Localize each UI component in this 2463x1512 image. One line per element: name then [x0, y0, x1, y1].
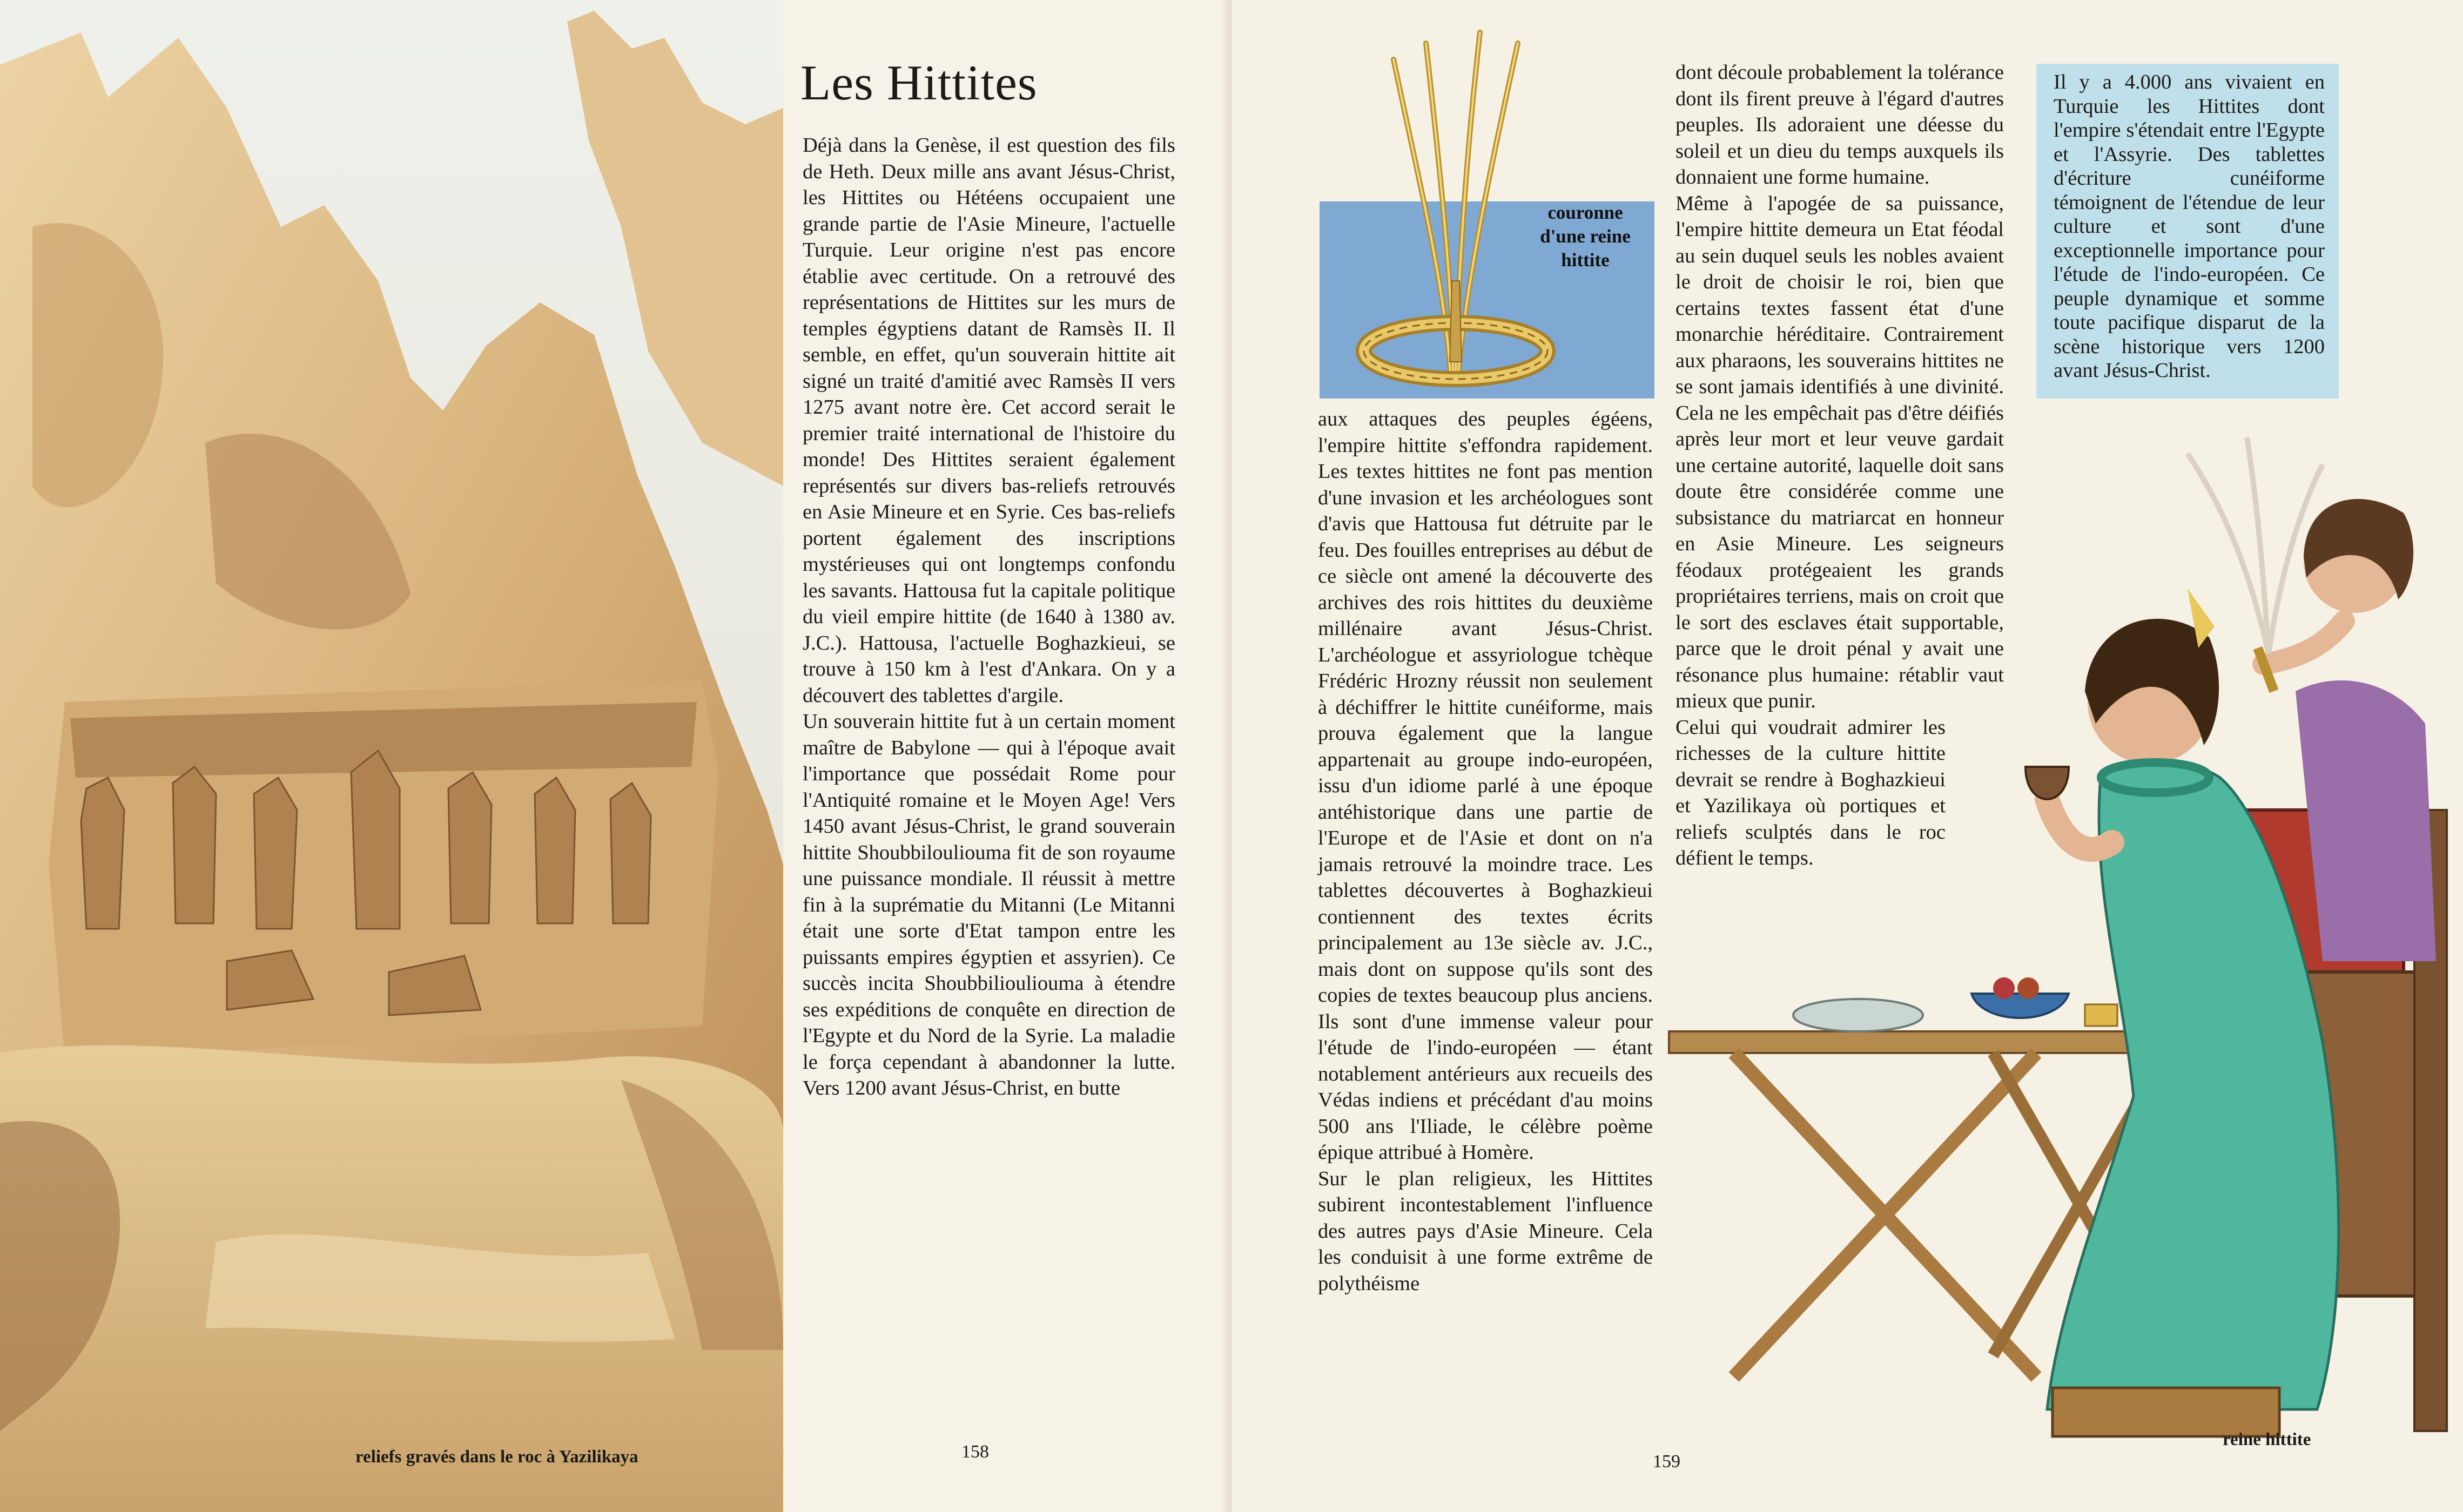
paragraph: dont découle probablement la tolérance dont ils firent preuve à l'égard d'autres peuples. Ils adoraient une déesse du soleil et un dieu du temps auxquels ils donnaient une forme humaine. — [1675, 61, 2004, 188]
page-number: 159 — [1653, 1452, 1680, 1472]
summary-info-box: Il y a 4.000 ans vivaient en Turquie les Hittites dont l'empire s'étendait entre l'Egypte et l'Assyrie. Des tablettes d'écriture cunéiforme témoignent de l'étendue de leur culture et sont d'une exceptionnelle importance pour l'étude de l'indo-européen. Ce peuple dynamique et somme toute pacifique disparut de la scène historique vers 1200 avant Jésus-Christ. — [2036, 64, 2339, 399]
rock-illustration-caption: reliefs gravés dans le roc à Yazilikaya — [355, 1447, 638, 1467]
paragraph: Celui qui voudrait admirer les richesses de la culture hittite devrait se rendre à Boghazkieui et Yazilikaya où portiques et reliefs sculptés dans le roc défient le temps. — [1675, 716, 1946, 869]
page-number: 158 — [961, 1442, 989, 1462]
paragraph: Sur le plan religieux, les Hittites subirent incontestablement l'influence des autres pays d'Asie Mineure. Cela les conduisit à une forme extrême de polythéisme — [1318, 1167, 1653, 1295]
paragraph: Même à l'apogée de sa puissance, l'empire hittite demeura un Etat féodal au sein duquel seuls les nobles avaient le droit de choisir le roi, bien que certains textes fassent état d'une monarchie héréditaire. Contrairement aux pharaons, les souverains hittites ne se sont jamais identifiés à une divinité. Cela ne les empêchait pas d'être déifiés après leur mort et leur veuve gardait une certaine autorité, laquelle doit sans doute être considérée comme une subsistance du matriarcat en honneur en Asie Mineure. Les seigneurs féodaux protégeaient les grands propriétaires terriens, mais on croit que le sort des esclaves était supportable, parce que le droit pénal y avait une résonance plus humaine: rétablir vaut mieux que punir. — [1675, 192, 2004, 712]
queen-illustration-caption: reine hittite — [2223, 1430, 2311, 1449]
paragraph: aux attaques des peuples égéens, l'empire hittite s'effondra rapidement. Les textes hittites ne font pas mention d'une invasion et les archéologues sont d'avis que Hattousa fut détruite par le feu. Des fouilles entreprises au début de ce siècle ont amené la découverte des archives des rois hittites du deuxième millénaire avant Jésus-Christ. L'archéologue et assyriologue tchèque Frédéric Hrozny réussit non seulement à déchiffrer le hittite cunéiforme, mais prouva également que la langue appartenait au groupe indo-européen, issu d'un idiome parlé à une époque antéhistorique dans une partie de l'Europe et de l'Asie et dont on n'a jamais retrouvé la moindre trace. Les tablettes découvertes à Boghazkieui contiennent des textes écrits principalement au 13e siècle av. J.C., mais dont on suppose qu'ils sont des copies de textes beaucoup plus anciens. Ils sont d'une immense valeur pour l'étude de l'indo-européen — étant notablement antérieurs aux recueils des Védas indiens et précédant d'au moins 500 ans l'Iliade, le célèbre poème épique attribué à Homère. — [1318, 408, 1653, 1164]
crown-caption: couronne d'une reine hittite — [1540, 202, 1631, 271]
left-text-column — [803, 132, 1175, 1102]
rock-relief-illustration — [0, 0, 783, 1512]
hittite-queen-illustration — [1658, 421, 2463, 1469]
paragraph: Déjà dans la Genèse, il est question des fils de Heth. Deux mille ans avant Jésus-Christ, les Hittites ou Hétéens occupaient une grande partie de l'Asie Mineure, l'actuelle Turquie. Leur origine n'est pas encore établie avec certitude. On a retrouvé des représentations de Hittites sur les murs de temples égyptiens datant de Ramsès II. Il semble, en effet, qu'un souverain hittite ait signé un traité d'amitié avec Ramsès II vers 1275 avant notre ère. Cet accord serait le premier traité international de l'histoire du monde! Des Hittites seraient également représentés sur divers bas-reliefs retrouvés en Asie Mineure et en Syrie. Ces bas-reliefs portent également des inscriptions mystérieuses qui ont longtemps confondu les savants. Hattousa fut la capitale politique du vieil empire hittite (de 1640 à 1380 av. J.C.). Hattousa, l'actuelle Boghazkieui, se trouve à 150 km à l'est d'Ankara. On y a découvert des tablettes d'argile. — [803, 134, 1175, 707]
page-title: Les Hittites — [800, 55, 1038, 110]
right-text-column-1 — [1318, 406, 1653, 1297]
paragraph: Un souverain hittite fut à un certain moment maître de Babylone — qui à l'époque avait l'importance que possédait Rome pour l'Antiquité romaine et le Moyen Age! Vers 1450 avant Jésus-Christ, le grand souverain hittite Shoubbilouliouma fit de son royaume une puissance mondiale. Il réussit à mettre fin à la suprématie du Mitanni (Le Mitanni était une sorte d'Etat tampon entre les puissants empires égyptien et assyrien). Ce succès incita Shoubbiliouliouma à étendre ses expéditions de conquête en direction de l'Egypte et du Nord de la Syrie. La maladie le força cependant à abandonner la lutte. Vers 1200 avant Jésus-Christ, en butte — [803, 710, 1175, 1099]
